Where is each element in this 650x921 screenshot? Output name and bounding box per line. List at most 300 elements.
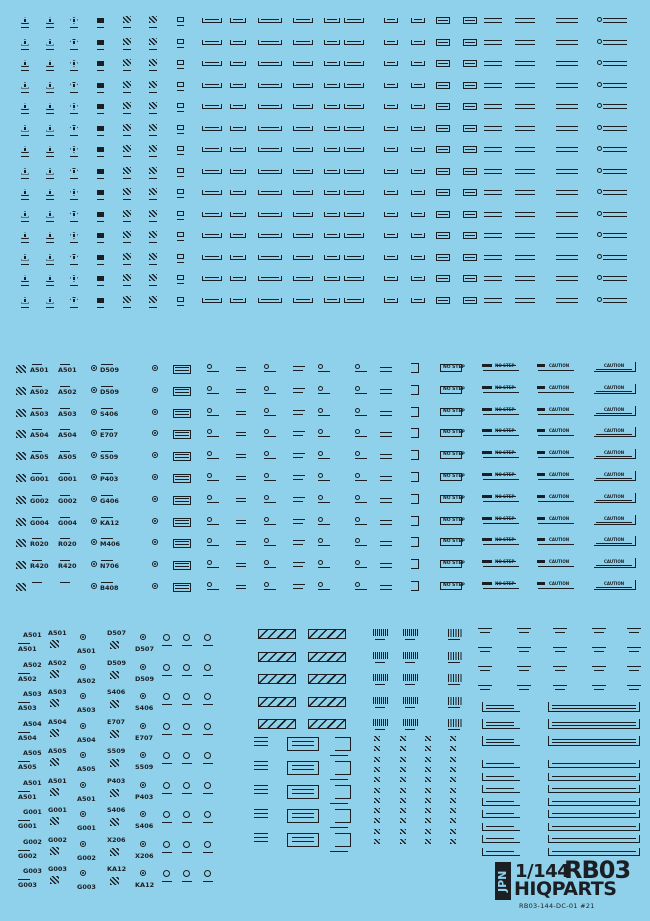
decal-fine-print [556,216,578,217]
decal-fine-print [293,435,303,436]
decal-fine-print [177,68,184,69]
serial-code-label: D509 [100,366,119,374]
serial-code-label: A502 [48,658,67,667]
hazard-stripe-mark [123,296,131,303]
decal-fine-print [149,27,157,28]
caution-label: CAUTION [604,363,625,368]
hazard-stripe-mark [123,145,131,152]
decal-fine-print [603,298,627,299]
pattern-plate-mark [308,629,346,639]
hazard-stripe-mark [50,729,59,737]
target-circle-icon [152,583,158,589]
decal-fine-print [60,408,70,409]
decal-fine-print [629,689,639,690]
bracket-mark [411,450,419,460]
decal-fine-print [519,670,529,671]
small-plate-mark [177,103,184,108]
barcode-mark [373,674,389,681]
warning-triangle-icon [21,297,29,304]
decal-fine-print [538,414,574,415]
decal-fine-print [236,367,246,368]
decal-fine-print [175,566,189,567]
hazard-stripe-mark [425,736,431,741]
hazard-stripe-mark [16,474,26,482]
decal-fine-print [603,130,627,131]
decal-fine-print [46,113,54,114]
decal-fine-print [182,645,192,646]
decal-fine-print [465,300,475,301]
hazard-stripe-mark [374,767,380,772]
serial-code-label: A505 [23,749,42,757]
warning-strip-mark [548,773,640,781]
decal-fine-print [296,105,310,106]
serial-code-label: S406 [100,409,119,418]
decal-fine-print [293,523,303,524]
hazard-stripe-mark [374,757,380,762]
bolt-circle-icon [264,451,269,456]
bolt-circle-icon [355,538,360,543]
small-plate-mark [177,39,184,44]
caution-label: CAUTION [549,581,570,586]
bolt-circle-icon [318,473,323,478]
serial-code-label: A501 [48,776,67,785]
decal-fine-print [553,666,567,667]
warning-triangle-icon [46,275,54,282]
decal-fine-print [387,148,395,149]
decal-fine-print [603,104,627,105]
target-circle-icon [91,539,97,545]
bracket-mark [411,559,419,569]
no-step-label: NO STEP [495,515,515,521]
decal-fine-print [517,685,531,686]
decal-fine-print [484,276,502,277]
bolt-circle-icon [207,560,212,565]
black-bar-mark [537,517,545,520]
decal-fine-print [438,257,448,258]
arrow-up-icon [97,60,104,66]
decal-fine-print [438,235,448,236]
decal-fine-print [233,127,243,128]
bracket-mark [411,516,419,526]
decal-fine-print [414,256,422,257]
decal-fine-print [627,685,641,686]
decal-fine-print [32,408,42,409]
decal-fine-print [627,666,641,667]
decal-fine-print [465,257,475,258]
decal-fine-print [205,213,219,214]
hazard-stripe-mark [425,746,431,751]
caution-label: CAUTION [549,493,570,499]
decal-fine-print [175,392,189,393]
decal-fine-print [556,40,578,41]
decal-fine-print [175,367,189,368]
target-circle-icon [91,365,97,371]
decal-fine-print [380,371,392,372]
decal-fine-print [101,560,113,561]
warning-strip-mark [548,760,640,768]
warning-diamond-icon [70,146,78,153]
serial-code-label: D509 [135,674,154,683]
decal-fine-print [538,392,574,393]
decal-fine-print [596,522,632,523]
decal-fine-print [205,170,219,171]
no-step-label: NO STEP [495,384,515,390]
pattern-plate-mark [258,674,296,684]
decal-fine-print [233,299,243,300]
decal-fine-print [538,479,574,480]
arrow-up-icon [97,189,104,195]
decal-fine-print [60,429,70,430]
no-step-label: NO STEP [495,428,515,434]
decal-fine-print [18,850,30,851]
decal-fine-print [327,105,337,106]
decal-fine-print [97,156,104,157]
serial-code-label: G002 [18,851,37,860]
decal-fine-print [175,454,189,455]
decal-fine-print [97,92,104,93]
decal-fine-print [515,87,535,88]
serial-code-label: B408 [100,584,119,592]
target-circle-icon [91,409,97,415]
bolt-circle-icon [264,364,269,369]
decal-fine-print [205,19,219,20]
decal-fine-print [594,670,604,671]
target-circle-icon [80,811,86,817]
decal-fine-print [292,837,314,838]
decal-fine-print [236,523,246,524]
black-bar-mark [537,538,545,541]
hazard-stripe-mark [450,777,456,782]
decal-fine-print [486,725,514,726]
decal-fine-print [46,27,54,28]
decal-fine-print [318,480,330,481]
serial-code-label: A504 [77,735,96,744]
caution-label: CAUTION [604,537,625,543]
hazard-stripe-mark [123,124,131,131]
decal-fine-print [553,628,567,629]
decal-fine-print [264,589,276,590]
decal-fine-print [465,42,475,43]
decal-fine-print [327,84,337,85]
decal-fine-print [46,285,54,286]
decal-fine-print [556,130,578,131]
decal-fine-print [486,705,514,706]
decal-fine-print [205,234,219,235]
decal-fine-print [538,370,574,371]
decal-fine-print [330,827,348,828]
decal-fine-print [264,393,276,394]
serial-code-label: G406 [100,496,119,505]
serial-code-label: S509 [135,763,154,771]
warning-triangle-icon [46,82,54,89]
decal-fine-print [293,540,305,541]
decal-fine-print [318,436,330,437]
decal-fine-print [236,414,246,415]
decal-fine-print [484,65,502,66]
decal-fine-print [70,307,78,308]
decal-fine-print [596,391,632,392]
decal-fine-print [233,62,243,63]
decal-fine-print [293,366,305,367]
bracket-mark [411,494,419,504]
serial-code-label: G001 [77,824,96,832]
decal-fine-print [603,108,627,109]
decal-fine-print [552,801,636,802]
decal-fine-print [264,458,276,459]
hazard-stripe-mark [400,746,406,751]
decal-fine-print [293,519,305,520]
decal-fine-print [438,171,448,172]
decal-fine-print [478,666,492,667]
target-circle-icon [80,782,86,788]
warning-strip-mark [482,835,520,843]
decal-fine-print [46,178,54,179]
target-circle-icon [91,387,97,393]
bracket-mark [411,407,419,417]
decal-fine-print [483,566,519,567]
decal-fine-print [484,173,502,174]
serial-code-label: G004 [30,518,49,527]
decal-fine-print [484,237,502,238]
decal-fine-print [405,684,415,685]
decal-fine-print [486,776,514,777]
decal-fine-print [414,148,422,149]
bolt-circle-icon [318,495,323,500]
decal-fine-print [603,194,627,195]
decal-fine-print [515,147,535,148]
bolt-circle-icon [597,17,602,22]
hazard-stripe-mark [149,210,157,217]
decal-fine-print [347,299,361,300]
serial-code-label: G002 [58,496,77,505]
decal-fine-print [517,628,531,629]
decal-fine-print [296,213,310,214]
decal-fine-print [203,734,213,735]
decal-fine-print [414,19,422,20]
hazard-stripe-mark [374,788,380,793]
decal-fine-print [629,670,639,671]
bracket-mark [335,761,351,775]
small-plate-mark [177,82,184,87]
decal-fine-print [149,221,157,222]
decal-fine-print [387,299,395,300]
hazard-stripe-mark [425,777,431,782]
decal-fine-print [97,242,104,243]
decal-fine-print [330,851,348,852]
decal-fine-print [18,673,30,674]
decal-fine-print [438,106,448,107]
decal-fine-print [182,704,192,705]
decal-fine-print [123,221,131,222]
arrow-up-icon [97,125,104,131]
decal-fine-print [205,127,219,128]
no-step-label: NO STEP [443,452,465,458]
decal-fine-print [293,479,303,480]
decal-fine-print [293,457,303,458]
caution-label: CAUTION [604,406,625,412]
serial-code-label: G003 [23,867,42,875]
arrow-up-icon [97,146,104,152]
target-circle-icon [80,870,86,876]
target-circle-icon [140,634,146,640]
decal-fine-print [123,92,131,93]
decal-fine-print [254,745,268,746]
decal-fine-print [603,233,627,234]
decal-fine-print [414,277,422,278]
decal-fine-print [175,370,189,371]
decal-fine-print [177,25,184,26]
bolt-circle-icon [264,386,269,391]
decal-fine-print [484,104,502,105]
decal-fine-print [355,371,367,372]
decal-fine-print [203,822,213,823]
caution-label: CAUTION [604,384,625,390]
decal-fine-print [296,127,310,128]
hazard-stripe-mark [16,539,26,547]
hazard-stripe-mark [400,788,406,793]
pattern-plate-mark [258,652,296,662]
decal-fine-print [123,113,131,114]
decal-fine-print [484,302,502,303]
decal-fine-print [149,199,157,200]
decal-fine-print [101,538,113,539]
decal-fine-print [18,643,30,644]
decal-fine-print [175,501,189,502]
decal-fine-print [486,788,514,789]
hazard-stripe-mark [374,829,380,834]
warning-strip-mark [482,760,520,768]
hazard-stripe-mark [123,274,131,281]
bolt-circle-icon [318,517,323,522]
decal-fine-print [556,237,578,238]
serial-code-label: KA12 [100,518,120,527]
decal-fine-print [414,299,422,300]
serial-code-label: S406 [107,688,126,696]
decal-fine-print [375,684,385,685]
decal-fine-print [347,127,361,128]
decal-fine-print [556,298,578,299]
decal-fine-print [603,190,627,191]
decal-fine-print [205,277,219,278]
warning-diamond-icon [70,60,78,67]
decal-fine-print [355,436,367,437]
decal-fine-print [149,49,157,50]
bolt-circle-icon [318,429,323,434]
bolt-circle-icon [264,473,269,478]
decal-fine-print [32,495,42,496]
caution-plate [594,362,636,372]
warning-triangle-icon [21,168,29,175]
warning-strip-mark [548,785,640,793]
warning-triangle-icon [46,60,54,67]
decal-fine-print [46,135,54,136]
bolt-circle-icon [355,364,360,369]
decal-fine-print [32,364,42,365]
decal-fine-print [97,264,104,265]
decal-fine-print [486,742,514,743]
decal-fine-print [414,41,422,42]
decal-fine-print [70,49,78,50]
target-circle-icon [152,365,158,371]
hazard-stripe-mark [425,829,431,834]
decal-fine-print [70,135,78,136]
serial-code-label: A505 [77,765,96,773]
decal-fine-print [261,19,279,20]
bolt-circle-icon [264,495,269,500]
decal-fine-print [515,61,535,62]
decal-fine-print [318,371,330,372]
decal-fine-print [205,148,219,149]
decal-fine-print [552,788,636,789]
decal-fine-print [236,432,246,433]
warning-triangle-icon [46,168,54,175]
decal-fine-print [254,769,268,770]
decal-fine-print [101,408,113,409]
decal-fine-print [177,197,184,198]
decal-fine-print [261,191,279,192]
decal-fine-print [97,27,104,28]
hazard-stripe-mark [16,365,26,373]
target-circle-icon [91,474,97,480]
no-step-label: NO STEP [495,450,515,456]
decal-fine-print [380,389,392,390]
bolt-circle-icon [204,693,211,700]
decal-fine-print [162,763,172,764]
hazard-stripe-mark [110,818,119,826]
black-bar-mark [482,495,492,498]
decal-fine-print [203,675,213,676]
decal-fine-print [438,278,448,279]
caution-plate [548,736,640,746]
serial-code-label: A501 [77,647,96,655]
decal-fine-print [46,49,54,50]
bracket-mark [411,472,419,482]
bolt-circle-icon [355,582,360,587]
decal-fine-print [327,41,337,42]
decal-fine-print [552,722,636,723]
decal-fine-print [46,70,54,71]
logo-brand: HIQPARTS [514,878,617,900]
bolt-circle-icon [183,664,190,671]
warning-strip-mark [548,810,640,818]
decal-fine-print [484,40,502,41]
decal-fine-print [347,62,361,63]
decal-fine-print [484,169,502,170]
decal-fine-print [552,851,636,852]
decal-fine-print [486,708,514,709]
decal-fine-print [261,41,279,42]
bolt-circle-icon [207,386,212,391]
decal-fine-print [175,389,189,390]
decal-fine-print [347,234,361,235]
bolt-circle-icon [597,168,602,173]
bolt-circle-icon [318,538,323,543]
framed-plate-mark [287,833,319,847]
decal-fine-print [123,199,131,200]
caution-plate [594,580,636,590]
decal-fine-print [293,566,303,567]
decal-fine-print [254,833,268,834]
decal-fine-print [556,104,578,105]
decal-fine-print [101,517,113,518]
decal-fine-print [465,214,475,215]
hazard-stripe-mark [149,38,157,45]
decal-fine-print [484,61,502,62]
decal-fine-print [465,20,475,21]
decal-fine-print [46,307,54,308]
decal-fine-print [375,662,385,663]
decal-fine-print [18,879,30,880]
